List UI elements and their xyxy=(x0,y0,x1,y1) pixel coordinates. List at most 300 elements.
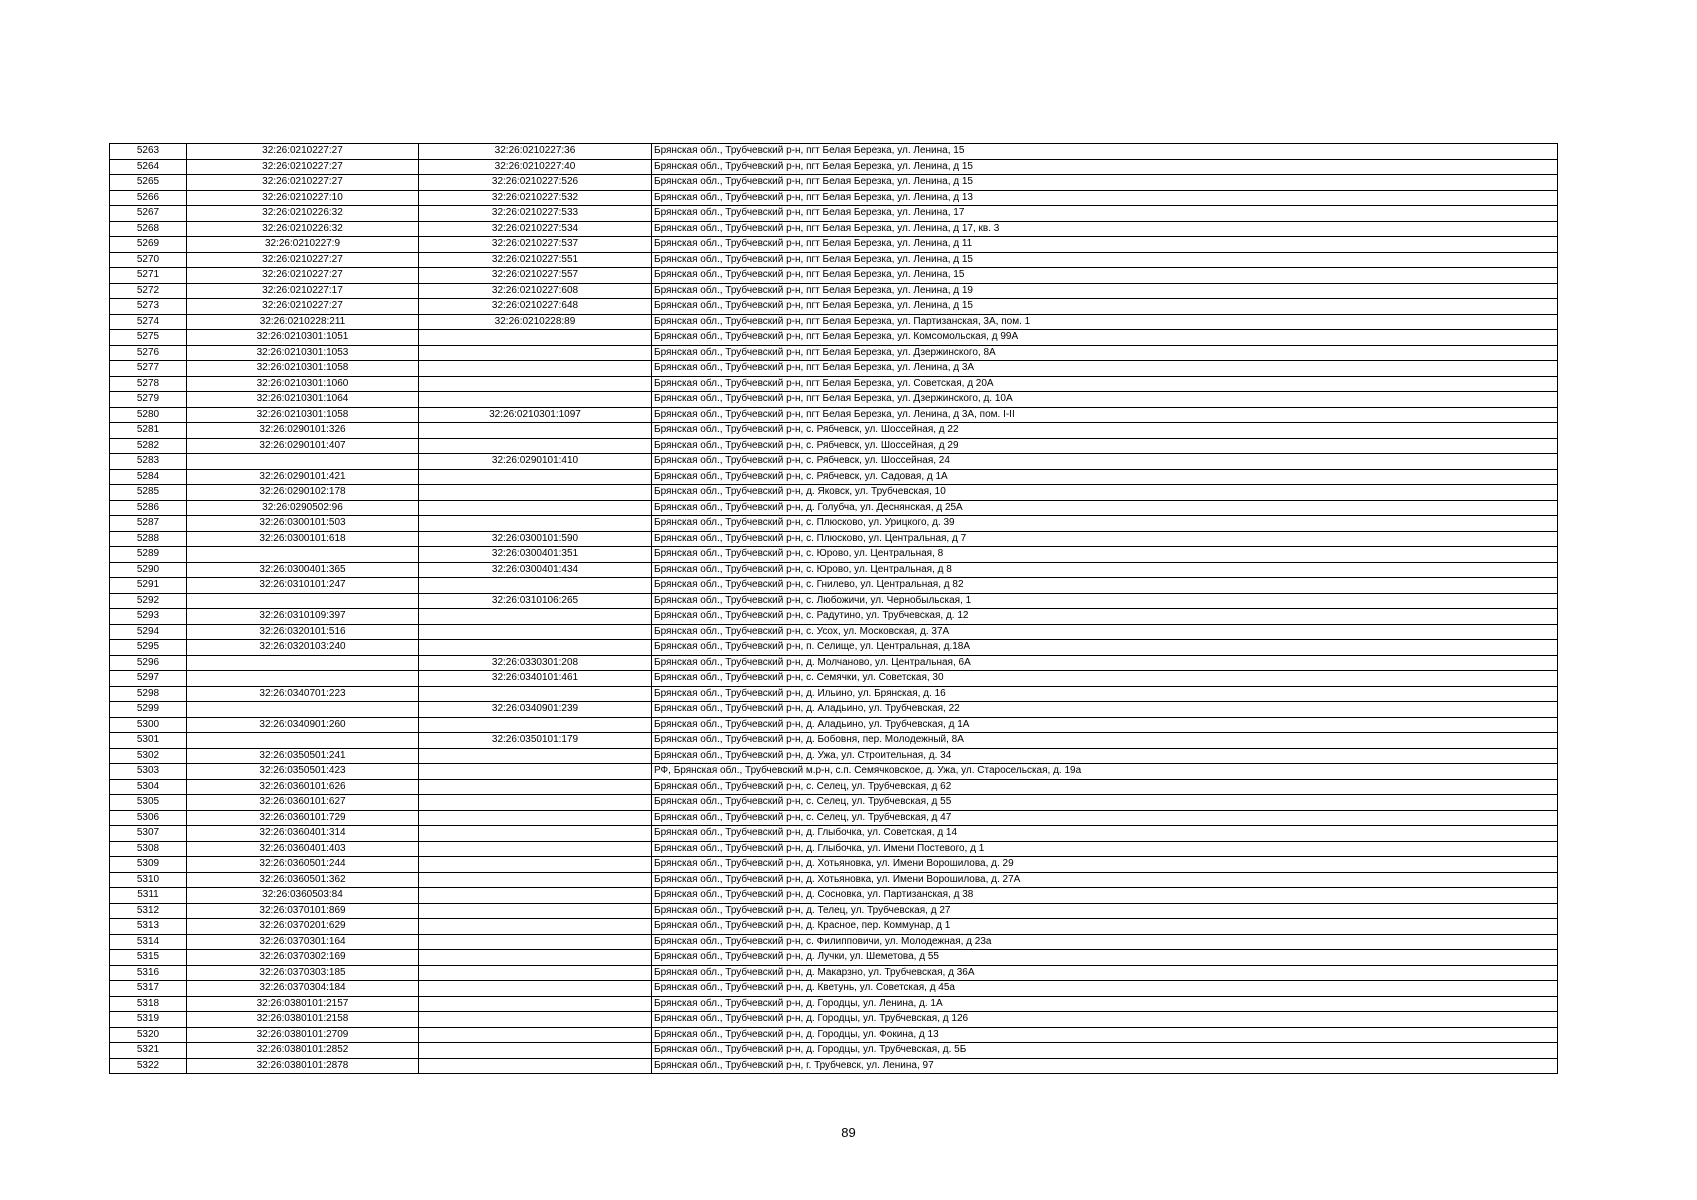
row-number-cell: 5292 xyxy=(110,593,187,609)
table-row xyxy=(110,1012,1558,1028)
row-number-cell: 5294 xyxy=(110,624,187,640)
cadastral-number-object-cell xyxy=(419,965,652,981)
table-row xyxy=(110,485,1558,501)
cadastral-number-parcel-cell: 32:26:0380101:2709 xyxy=(187,1027,419,1043)
cadastral-number-object-cell xyxy=(419,795,652,811)
cadastral-number-object-cell xyxy=(419,996,652,1012)
table-row xyxy=(110,547,1558,563)
table-row xyxy=(110,237,1558,253)
cadastral-number-object-cell xyxy=(419,1058,652,1074)
cadastral-number-parcel-cell: 32:26:0350501:423 xyxy=(187,764,419,780)
cadastral-number-object-cell xyxy=(419,516,652,532)
cadastral-number-parcel-cell xyxy=(187,702,419,718)
row-number-cell: 5288 xyxy=(110,531,187,547)
cadastral-number-parcel-cell: 32:26:0210227:10 xyxy=(187,190,419,206)
address-cell: Брянская обл., Трубчевский р-н, д. Голубча, ул. Деснянская, д 25А xyxy=(652,500,1558,516)
row-number-cell: 5286 xyxy=(110,500,187,516)
cadastral-number-object-cell xyxy=(419,423,652,439)
cadastral-number-parcel-cell xyxy=(187,454,419,470)
cadastral-table xyxy=(109,143,1558,1074)
address-cell: Брянская обл., Трубчевский р-н, пгт Белая Березка, ул. Ленина, д 11 xyxy=(652,237,1558,253)
cadastral-number-parcel-cell: 32:26:0290102:178 xyxy=(187,485,419,501)
cadastral-number-object-cell xyxy=(419,872,652,888)
cadastral-number-object-cell xyxy=(419,981,652,997)
cadastral-number-parcel-cell: 32:26:0370303:185 xyxy=(187,965,419,981)
table-row xyxy=(110,361,1558,377)
row-number-cell: 5277 xyxy=(110,361,187,377)
row-number-cell: 5299 xyxy=(110,702,187,718)
address-cell: Брянская обл., Трубчевский р-н, пгт Белая Березка, ул. Советская, д 20А xyxy=(652,376,1558,392)
table-row xyxy=(110,810,1558,826)
cadastral-number-parcel-cell: 32:26:0300401:365 xyxy=(187,562,419,578)
table-row xyxy=(110,268,1558,284)
table-row xyxy=(110,469,1558,485)
address-cell: Брянская обл., Трубчевский р-н, д. Кветунь, ул. Советская, д 45а xyxy=(652,981,1558,997)
cadastral-number-parcel-cell: 32:26:0210301:1064 xyxy=(187,392,419,408)
cadastral-number-object-cell xyxy=(419,764,652,780)
cadastral-number-parcel-cell: 32:26:0210301:1060 xyxy=(187,376,419,392)
cadastral-number-object-cell xyxy=(419,330,652,346)
address-cell: Брянская обл., Трубчевский р-н, пгт Белая Березка, ул. Дзержинского, д. 10А xyxy=(652,392,1558,408)
table-row xyxy=(110,500,1558,516)
table-row xyxy=(110,857,1558,873)
cadastral-number-parcel-cell: 32:26:0210227:27 xyxy=(187,299,419,315)
table-row xyxy=(110,392,1558,408)
row-number-cell: 5298 xyxy=(110,686,187,702)
address-cell: Брянская обл., Трубчевский р-н, пгт Белая Березка, ул. Ленина, д 3А xyxy=(652,361,1558,377)
cadastral-number-object-cell: 32:26:0210227:648 xyxy=(419,299,652,315)
address-cell: Брянская обл., Трубчевский р-н, п. Селище, ул. Центральная, д.18А xyxy=(652,640,1558,656)
row-number-cell: 5278 xyxy=(110,376,187,392)
address-cell: Брянская обл., Трубчевский р-н, с. Рябчевск, ул. Шоссейная, 24 xyxy=(652,454,1558,470)
address-cell: Брянская обл., Трубчевский р-н, г. Трубчевск, ул. Ленина, 97 xyxy=(652,1058,1558,1074)
cadastral-number-object-cell xyxy=(419,609,652,625)
cadastral-number-object-cell xyxy=(419,485,652,501)
cadastral-number-object-cell: 32:26:0290101:410 xyxy=(419,454,652,470)
cadastral-number-object-cell: 32:26:0210227:608 xyxy=(419,283,652,299)
cadastral-number-parcel-cell: 32:26:0380101:2157 xyxy=(187,996,419,1012)
row-number-cell: 5269 xyxy=(110,237,187,253)
address-cell: РФ, Брянская обл., Трубчевский м.р-н, с.п. Семячковское, д. Ужа, ул. Старосельская, д. 19а xyxy=(652,764,1558,780)
address-cell: Брянская обл., Трубчевский р-н, с. Юрово, ул. Центральная, 8 xyxy=(652,547,1558,563)
table-row xyxy=(110,950,1558,966)
cadastral-number-object-cell: 32:26:0210227:533 xyxy=(419,206,652,222)
row-number-cell: 5318 xyxy=(110,996,187,1012)
table-row xyxy=(110,531,1558,547)
row-number-cell: 5321 xyxy=(110,1043,187,1059)
cadastral-number-parcel-cell: 32:26:0370304:184 xyxy=(187,981,419,997)
row-number-cell: 5312 xyxy=(110,903,187,919)
table-row xyxy=(110,252,1558,268)
page-number: 89 xyxy=(841,1125,856,1140)
row-number-cell: 5316 xyxy=(110,965,187,981)
cadastral-number-parcel-cell xyxy=(187,733,419,749)
table-row xyxy=(110,175,1558,191)
cadastral-number-parcel-cell: 32:26:0350501:241 xyxy=(187,748,419,764)
table-row xyxy=(110,159,1558,175)
row-number-cell: 5306 xyxy=(110,810,187,826)
cadastral-number-object-cell: 32:26:0210227:551 xyxy=(419,252,652,268)
cadastral-number-object-cell xyxy=(419,934,652,950)
cadastral-number-parcel-cell: 32:26:0360101:626 xyxy=(187,779,419,795)
table-row xyxy=(110,345,1558,361)
row-number-cell: 5307 xyxy=(110,826,187,842)
table-row xyxy=(110,686,1558,702)
row-number-cell: 5265 xyxy=(110,175,187,191)
address-cell: Брянская обл., Трубчевский р-н, д. Аладьино, ул. Трубчевская, д 1А xyxy=(652,717,1558,733)
cadastral-number-parcel-cell: 32:26:0210301:1058 xyxy=(187,407,419,423)
cadastral-number-parcel-cell: 32:26:0210226:32 xyxy=(187,221,419,237)
cadastral-number-parcel-cell: 32:26:0320103:240 xyxy=(187,640,419,656)
cadastral-number-parcel-cell: 32:26:0210227:27 xyxy=(187,159,419,175)
table-row xyxy=(110,624,1558,640)
row-number-cell: 5300 xyxy=(110,717,187,733)
cadastral-number-object-cell xyxy=(419,1027,652,1043)
cadastral-number-object-cell xyxy=(419,748,652,764)
table-row xyxy=(110,516,1558,532)
cadastral-number-parcel-cell xyxy=(187,671,419,687)
cadastral-number-object-cell: 32:26:0350101:179 xyxy=(419,733,652,749)
address-cell: Брянская обл., Трубчевский р-н, с. Юрово, ул. Центральная, д 8 xyxy=(652,562,1558,578)
cadastral-number-object-cell xyxy=(419,841,652,857)
address-cell: Брянская обл., Трубчевский р-н, д. Сосновка, ул. Партизанская, д 38 xyxy=(652,888,1558,904)
table-row xyxy=(110,1058,1558,1074)
address-cell: Брянская обл., Трубчевский р-н, д. Ильино, ул. Брянская, д. 16 xyxy=(652,686,1558,702)
table-row xyxy=(110,841,1558,857)
cadastral-number-parcel-cell: 32:26:0290101:407 xyxy=(187,438,419,454)
cadastral-number-parcel-cell xyxy=(187,593,419,609)
address-cell: Брянская обл., Трубчевский р-н, д. Аладьино, ул. Трубчевская, 22 xyxy=(652,702,1558,718)
address-cell: Брянская обл., Трубчевский р-н, с. Любожичи, ул. Чернобыльская, 1 xyxy=(652,593,1558,609)
cadastral-number-parcel-cell: 32:26:0370101:869 xyxy=(187,903,419,919)
cadastral-number-object-cell: 32:26:0210227:526 xyxy=(419,175,652,191)
address-cell: Брянская обл., Трубчевский р-н, д. Городцы, ул. Трубчевская, д 126 xyxy=(652,1012,1558,1028)
address-cell: Брянская обл., Трубчевский р-н, пгт Белая Березка, ул. Ленина, д 17, кв. 3 xyxy=(652,221,1558,237)
address-cell: Брянская обл., Трубчевский р-н, с. Плюсково, ул. Урицкого, д. 39 xyxy=(652,516,1558,532)
cadastral-number-parcel-cell: 32:26:0360501:244 xyxy=(187,857,419,873)
table-row xyxy=(110,748,1558,764)
row-number-cell: 5291 xyxy=(110,578,187,594)
cadastral-number-object-cell xyxy=(419,1043,652,1059)
address-cell: Брянская обл., Трубчевский р-н, с. Селец, ул. Трубчевская, д 47 xyxy=(652,810,1558,826)
cadastral-number-parcel-cell: 32:26:0340901:260 xyxy=(187,717,419,733)
table-row xyxy=(110,655,1558,671)
cadastral-number-parcel-cell: 32:26:0360401:403 xyxy=(187,841,419,857)
cadastral-number-object-cell: 32:26:0210228:89 xyxy=(419,314,652,330)
table-row xyxy=(110,609,1558,625)
row-number-cell: 5304 xyxy=(110,779,187,795)
address-cell: Брянская обл., Трубчевский р-н, пгт Белая Березка, ул. Ленина, д 19 xyxy=(652,283,1558,299)
table-row xyxy=(110,454,1558,470)
address-cell: Брянская обл., Трубчевский р-н, пгт Белая Березка, ул. Партизанская, 3А, пом. 1 xyxy=(652,314,1558,330)
address-cell: Брянская обл., Трубчевский р-н, с. Гнилево, ул. Центральная, д 82 xyxy=(652,578,1558,594)
address-cell: Брянская обл., Трубчевский р-н, пгт Белая Березка, ул. Ленина, д 15 xyxy=(652,252,1558,268)
cadastral-number-parcel-cell: 32:26:0360101:627 xyxy=(187,795,419,811)
address-cell: Брянская обл., Трубчевский р-н, д. Красное, пер. Коммунар, д 1 xyxy=(652,919,1558,935)
address-cell: Брянская обл., Трубчевский р-н, пгт Белая Березка, ул. Ленина, д 15 xyxy=(652,175,1558,191)
address-cell: Брянская обл., Трубчевский р-н, с. Плюсково, ул. Центральная, д 7 xyxy=(652,531,1558,547)
table-row xyxy=(110,779,1558,795)
address-cell: Брянская обл., Трубчевский р-н, пгт Белая Березка, ул. Ленина, д 15 xyxy=(652,159,1558,175)
table-row xyxy=(110,314,1558,330)
table-row xyxy=(110,640,1558,656)
address-cell: Брянская обл., Трубчевский р-н, д. Городцы, ул. Ленина, д. 1А xyxy=(652,996,1558,1012)
cadastral-number-parcel-cell: 32:26:0310101:247 xyxy=(187,578,419,594)
cadastral-number-parcel-cell: 32:26:0210227:9 xyxy=(187,237,419,253)
row-number-cell: 5310 xyxy=(110,872,187,888)
address-cell: Брянская обл., Трубчевский р-н, д. Телец, ул. Трубчевская, д 27 xyxy=(652,903,1558,919)
row-number-cell: 5280 xyxy=(110,407,187,423)
row-number-cell: 5297 xyxy=(110,671,187,687)
row-number-cell: 5301 xyxy=(110,733,187,749)
cadastral-number-parcel-cell: 32:26:0300101:503 xyxy=(187,516,419,532)
cadastral-number-parcel-cell: 32:26:0290502:96 xyxy=(187,500,419,516)
cadastral-number-parcel-cell: 32:26:0370201:629 xyxy=(187,919,419,935)
address-cell: Брянская обл., Трубчевский р-н, с. Радутино, ул. Трубчевская, д. 12 xyxy=(652,609,1558,625)
cadastral-number-object-cell: 32:26:0210301:1097 xyxy=(419,407,652,423)
address-cell: Брянская обл., Трубчевский р-н, пгт Белая Березка, ул. Ленина, д 13 xyxy=(652,190,1558,206)
cadastral-number-object-cell xyxy=(419,345,652,361)
row-number-cell: 5284 xyxy=(110,469,187,485)
cadastral-number-object-cell: 32:26:0210227:532 xyxy=(419,190,652,206)
cadastral-number-object-cell: 32:26:0310106:265 xyxy=(419,593,652,609)
cadastral-number-object-cell xyxy=(419,376,652,392)
table-row xyxy=(110,593,1558,609)
table-row xyxy=(110,190,1558,206)
cadastral-number-parcel-cell: 32:26:0370301:164 xyxy=(187,934,419,950)
row-number-cell: 5279 xyxy=(110,392,187,408)
cadastral-number-parcel-cell: 32:26:0360401:314 xyxy=(187,826,419,842)
cadastral-number-parcel-cell xyxy=(187,547,419,563)
row-number-cell: 5285 xyxy=(110,485,187,501)
row-number-cell: 5311 xyxy=(110,888,187,904)
table-row xyxy=(110,826,1558,842)
cadastral-number-object-cell xyxy=(419,903,652,919)
table-row xyxy=(110,1043,1558,1059)
cadastral-number-object-cell xyxy=(419,361,652,377)
address-cell: Брянская обл., Трубчевский р-н, д. Лучки, ул. Шеметова, д 55 xyxy=(652,950,1558,966)
cadastral-number-object-cell: 32:26:0340901:239 xyxy=(419,702,652,718)
table-row xyxy=(110,438,1558,454)
row-number-cell: 5308 xyxy=(110,841,187,857)
address-cell: Брянская обл., Трубчевский р-н, д. Хотьяновка, ул. Имени Ворошилова, д. 29 xyxy=(652,857,1558,873)
cadastral-number-object-cell: 32:26:0300401:351 xyxy=(419,547,652,563)
address-cell: Брянская обл., Трубчевский р-н, д. Хотьяновка, ул. Имени Ворошилова, д. 27А xyxy=(652,872,1558,888)
row-number-cell: 5320 xyxy=(110,1027,187,1043)
cadastral-number-object-cell xyxy=(419,392,652,408)
cadastral-number-parcel-cell: 32:26:0210301:1058 xyxy=(187,361,419,377)
row-number-cell: 5282 xyxy=(110,438,187,454)
row-number-cell: 5270 xyxy=(110,252,187,268)
cadastral-number-parcel-cell: 32:26:0370302:169 xyxy=(187,950,419,966)
address-cell: Брянская обл., Трубчевский р-н, пгт Белая Березка, ул. Дзержинского, 8А xyxy=(652,345,1558,361)
table-row xyxy=(110,795,1558,811)
row-number-cell: 5313 xyxy=(110,919,187,935)
address-cell: Брянская обл., Трубчевский р-н, д. Молчаново, ул. Центральная, 6А xyxy=(652,655,1558,671)
address-cell: Брянская обл., Трубчевский р-н, с. Усох, ул. Московская, д. 37А xyxy=(652,624,1558,640)
table-row xyxy=(110,283,1558,299)
address-cell: Брянская обл., Трубчевский р-н, д. Городцы, ул. Фокина, д 13 xyxy=(652,1027,1558,1043)
cadastral-number-object-cell xyxy=(419,640,652,656)
cadastral-number-parcel-cell: 32:26:0340701:223 xyxy=(187,686,419,702)
cadastral-number-object-cell: 32:26:0340101:461 xyxy=(419,671,652,687)
table-row xyxy=(110,330,1558,346)
address-cell: Брянская обл., Трубчевский р-н, пгт Белая Березка, ул. Ленина, д 15 xyxy=(652,299,1558,315)
row-number-cell: 5266 xyxy=(110,190,187,206)
cadastral-number-object-cell xyxy=(419,624,652,640)
address-cell: Брянская обл., Трубчевский р-н, пгт Белая Березка, ул. Ленина, 15 xyxy=(652,144,1558,160)
cadastral-number-parcel-cell: 32:26:0360101:729 xyxy=(187,810,419,826)
cadastral-number-parcel-cell: 32:26:0320101:516 xyxy=(187,624,419,640)
cadastral-number-object-cell: 32:26:0300401:434 xyxy=(419,562,652,578)
address-cell: Брянская обл., Трубчевский р-н, с. Селец, ул. Трубчевская, д 55 xyxy=(652,795,1558,811)
table-row xyxy=(110,407,1558,423)
table-row xyxy=(110,934,1558,950)
cadastral-number-object-cell xyxy=(419,578,652,594)
address-cell: Брянская обл., Трубчевский р-н, пгт Белая Березка, ул. Ленина, 15 xyxy=(652,268,1558,284)
row-number-cell: 5296 xyxy=(110,655,187,671)
address-cell: Брянская обл., Трубчевский р-н, пгт Белая Березка, ул. Ленина, 17 xyxy=(652,206,1558,222)
table-row xyxy=(110,764,1558,780)
cadastral-number-parcel-cell: 32:26:0210228:211 xyxy=(187,314,419,330)
cadastral-number-parcel-cell: 32:26:0380101:2158 xyxy=(187,1012,419,1028)
cadastral-number-object-cell: 32:26:0210227:534 xyxy=(419,221,652,237)
table-row xyxy=(110,578,1558,594)
table-row xyxy=(110,221,1558,237)
cadastral-number-object-cell xyxy=(419,717,652,733)
table-row xyxy=(110,733,1558,749)
cadastral-number-parcel-cell: 32:26:0300101:618 xyxy=(187,531,419,547)
cadastral-number-parcel-cell xyxy=(187,655,419,671)
table-row xyxy=(110,717,1558,733)
row-number-cell: 5274 xyxy=(110,314,187,330)
table-row xyxy=(110,144,1558,160)
cadastral-number-parcel-cell: 32:26:0210227:27 xyxy=(187,268,419,284)
table-row xyxy=(110,965,1558,981)
row-number-cell: 5293 xyxy=(110,609,187,625)
row-number-cell: 5309 xyxy=(110,857,187,873)
row-number-cell: 5268 xyxy=(110,221,187,237)
row-number-cell: 5315 xyxy=(110,950,187,966)
row-number-cell: 5271 xyxy=(110,268,187,284)
cadastral-number-object-cell: 32:26:0210227:36 xyxy=(419,144,652,160)
table-row xyxy=(110,702,1558,718)
address-cell: Брянская обл., Трубчевский р-н, д. Городцы, ул. Трубчевская, д. 5Б xyxy=(652,1043,1558,1059)
cadastral-number-parcel-cell: 32:26:0310109:397 xyxy=(187,609,419,625)
cadastral-number-parcel-cell: 32:26:0210301:1051 xyxy=(187,330,419,346)
row-number-cell: 5273 xyxy=(110,299,187,315)
row-number-cell: 5272 xyxy=(110,283,187,299)
cadastral-number-object-cell xyxy=(419,919,652,935)
address-cell: Брянская обл., Трубчевский р-н, с. Семячки, ул. Советская, 30 xyxy=(652,671,1558,687)
row-number-cell: 5295 xyxy=(110,640,187,656)
address-cell: Брянская обл., Трубчевский р-н, д. Ужа, ул. Строительная, д. 34 xyxy=(652,748,1558,764)
table-row xyxy=(110,888,1558,904)
cadastral-number-parcel-cell: 32:26:0380101:2852 xyxy=(187,1043,419,1059)
row-number-cell: 5303 xyxy=(110,764,187,780)
row-number-cell: 5275 xyxy=(110,330,187,346)
cadastral-number-parcel-cell: 32:26:0290101:326 xyxy=(187,423,419,439)
cadastral-number-parcel-cell: 32:26:0210227:27 xyxy=(187,252,419,268)
table-row xyxy=(110,919,1558,935)
table-body xyxy=(110,144,1558,1074)
table-row xyxy=(110,562,1558,578)
table-row xyxy=(110,376,1558,392)
address-cell: Брянская обл., Трубчевский р-н, д. Глыбочка, ул. Имени Постевого, д 1 xyxy=(652,841,1558,857)
table-row xyxy=(110,872,1558,888)
row-number-cell: 5305 xyxy=(110,795,187,811)
cadastral-number-parcel-cell: 32:26:0380101:2878 xyxy=(187,1058,419,1074)
address-cell: Брянская обл., Трубчевский р-н, д. Макарзно, ул. Трубчевская, д 36А xyxy=(652,965,1558,981)
cadastral-number-parcel-cell: 32:26:0290101:421 xyxy=(187,469,419,485)
address-cell: Брянская обл., Трубчевский р-н, д. Глыбочка, ул. Советская, д 14 xyxy=(652,826,1558,842)
cadastral-number-parcel-cell: 32:26:0360501:362 xyxy=(187,872,419,888)
table-row xyxy=(110,423,1558,439)
cadastral-number-object-cell xyxy=(419,779,652,795)
table-row xyxy=(110,996,1558,1012)
cadastral-number-parcel-cell: 32:26:0210227:17 xyxy=(187,283,419,299)
row-number-cell: 5317 xyxy=(110,981,187,997)
address-cell: Брянская обл., Трубчевский р-н, пгт Белая Березка, ул. Комсомольская, д 99А xyxy=(652,330,1558,346)
cadastral-number-object-cell: 32:26:0330301:208 xyxy=(419,655,652,671)
table-row xyxy=(110,299,1558,315)
row-number-cell: 5283 xyxy=(110,454,187,470)
cadastral-number-parcel-cell: 32:26:0210301:1053 xyxy=(187,345,419,361)
address-cell: Брянская обл., Трубчевский р-н, с. Рябчевск, ул. Садовая, д 1А xyxy=(652,469,1558,485)
row-number-cell: 5290 xyxy=(110,562,187,578)
cadastral-number-parcel-cell: 32:26:0210227:27 xyxy=(187,175,419,191)
address-cell: Брянская обл., Трубчевский р-н, д. Яковск, ул. Трубчевская, 10 xyxy=(652,485,1558,501)
cadastral-number-object-cell: 32:26:0210227:537 xyxy=(419,237,652,253)
table-row xyxy=(110,671,1558,687)
row-number-cell: 5289 xyxy=(110,547,187,563)
table-row xyxy=(110,206,1558,222)
cadastral-number-object-cell xyxy=(419,686,652,702)
cadastral-number-object-cell xyxy=(419,438,652,454)
table-row xyxy=(110,903,1558,919)
address-cell: Брянская обл., Трубчевский р-н, с. Селец, ул. Трубчевская, д 62 xyxy=(652,779,1558,795)
row-number-cell: 5264 xyxy=(110,159,187,175)
cadastral-number-object-cell: 32:26:0210227:40 xyxy=(419,159,652,175)
row-number-cell: 5287 xyxy=(110,516,187,532)
cadastral-number-object-cell xyxy=(419,1012,652,1028)
table-row xyxy=(110,1027,1558,1043)
cadastral-number-object-cell xyxy=(419,500,652,516)
cadastral-number-object-cell xyxy=(419,810,652,826)
cadastral-number-object-cell xyxy=(419,469,652,485)
cadastral-number-object-cell xyxy=(419,826,652,842)
cadastral-number-object-cell xyxy=(419,857,652,873)
cadastral-number-object-cell: 32:26:0300101:590 xyxy=(419,531,652,547)
row-number-cell: 5322 xyxy=(110,1058,187,1074)
address-cell: Брянская обл., Трубчевский р-н, д. Бобовня, пер. Молодежный, 8А xyxy=(652,733,1558,749)
row-number-cell: 5263 xyxy=(110,144,187,160)
cadastral-number-object-cell xyxy=(419,888,652,904)
row-number-cell: 5302 xyxy=(110,748,187,764)
cadastral-number-object-cell xyxy=(419,950,652,966)
row-number-cell: 5281 xyxy=(110,423,187,439)
address-cell: Брянская обл., Трубчевский р-н, с. Рябчевск, ул. Шоссейная, д 29 xyxy=(652,438,1558,454)
row-number-cell: 5314 xyxy=(110,934,187,950)
cadastral-number-object-cell: 32:26:0210227:557 xyxy=(419,268,652,284)
address-cell: Брянская обл., Трубчевский р-н, с. Рябчевск, ул. Шоссейная, д 22 xyxy=(652,423,1558,439)
row-number-cell: 5267 xyxy=(110,206,187,222)
cadastral-number-parcel-cell: 32:26:0210227:27 xyxy=(187,144,419,160)
address-cell: Брянская обл., Трубчевский р-н, пгт Белая Березка, ул. Ленина, д 3А, пом. I-II xyxy=(652,407,1558,423)
address-cell: Брянская обл., Трубчевский р-н, с. Филипповичи, ул. Молодежная, д 23а xyxy=(652,934,1558,950)
cadastral-number-parcel-cell: 32:26:0210226:32 xyxy=(187,206,419,222)
row-number-cell: 5319 xyxy=(110,1012,187,1028)
